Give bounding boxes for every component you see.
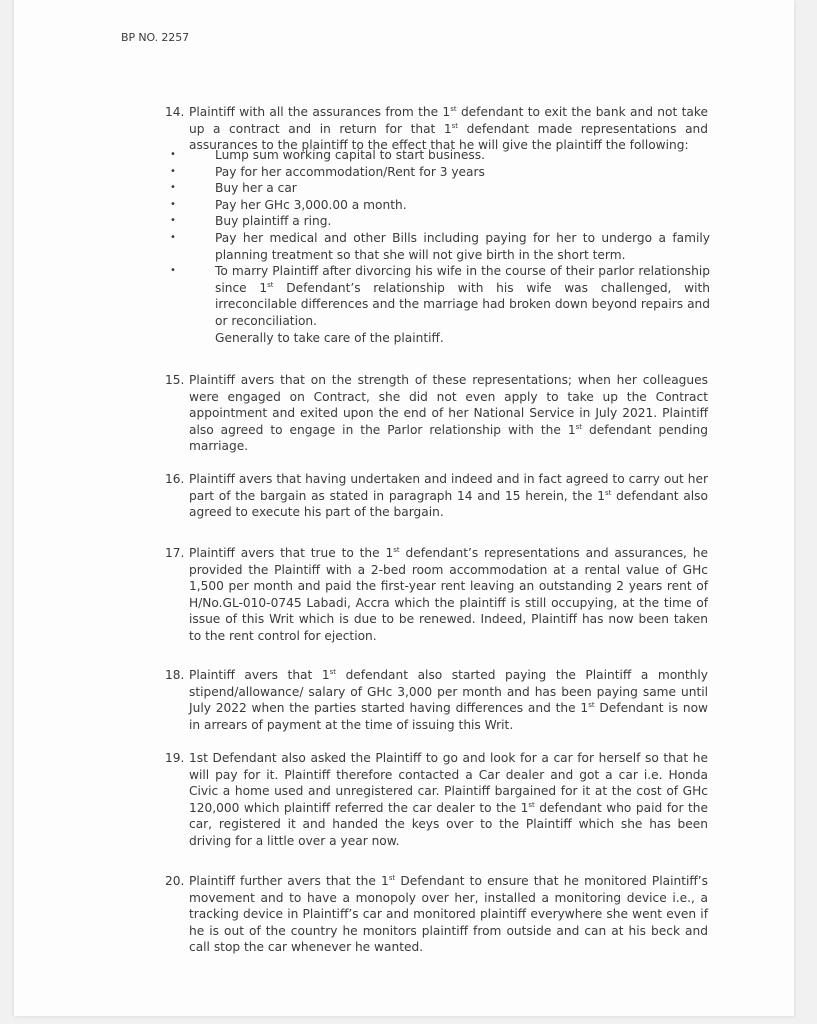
bullet-icon: • — [170, 182, 176, 194]
bullet-icon: • — [170, 149, 176, 160]
paragraph-19 — [166, 750, 708, 850]
paragraph-text: Plaintiff avers that having undertaken and indeed and in fact agreed to carry out her part of the bargain as stated in paragraph 14 and 15 herein, the 1st defendant also agreed to execute his part of the bargain. — [189, 472, 708, 520]
paragraph-number: 20. — [165, 874, 185, 888]
list-item: • Buy plaintiff a ring. — [170, 214, 332, 229]
paragraph-text: Plaintiff avers that on the strength of these representations; when her colleagues were engaged on Contract, she did not even apply to take up the Contract appointment and exited upon the end of her National Service in July 2021. Plaintiff also agreed to engage in the Parlor relationship with the 1st defendant pending marriage. — [189, 373, 708, 454]
paragraph-number: 18. — [165, 668, 185, 682]
paragraph-17 — [166, 545, 708, 645]
paragraph-text: Plaintiff avers that 1st defendant also started paying the Plaintiff a monthly stipend/allowance/ salary of GHc 3,000 per month and has been paying same until July 2022 when the parties started having differences and the 1st Defendant is now in arrears of payment at the time of issuing this Writ. — [189, 667, 708, 732]
bullet-icon: • — [170, 231, 176, 243]
list-item: • Pay for her accommodation/Rent for 3 years — [170, 164, 485, 179]
bullet-icon: • — [170, 265, 176, 277]
list-item: • Buy her a car — [170, 181, 297, 196]
list-trailing-text: Generally to take care of the plaintiff. — [215, 330, 444, 345]
list-item: • Lump sum working capital to start business. — [170, 148, 485, 162]
paragraph-number: 14. — [165, 105, 185, 119]
paragraph-text: Plaintiff avers that true to the 1st defendant’s representations and assurances, he provided the Plaintiff with a 2-bed room accommodation at a rental value of GHc 1,500 per month and paid the first-year rent leaving an outstanding 2 years rent of H/No.GL-010-0745 Labadi, Accra which the plaintiff is still occupying, at the time of issue of this Writ which is due to be renewed. Indeed, Plaintiff has now been taken to the rent control for ejection. — [189, 545, 708, 643]
paragraph-text: Plaintiff further avers that the 1st Defendant to ensure that he monitored Plaintiff’s movement and to have a monopoly over her, installed a monitoring device i.e., a tracking device in Plaintiff’s car and monitored plaintiff everywhere she went even if he is out of the country he monitors plaintiff from outside and can at his beck and call stop the car whenever he wanted. — [189, 873, 709, 955]
paragraph-16 — [166, 471, 708, 521]
bullet-icon: • — [170, 165, 176, 177]
list-item: • Pay her GHc 3,000.00 a month. — [170, 197, 407, 212]
document-reference: BP NO. 2257 — [121, 31, 190, 44]
bullet-icon: • — [170, 215, 176, 227]
bullet-icon: • — [170, 198, 176, 210]
list-item: • Pay her medical and other Bills including paying for her to undergo a family planning treatment so that she will not give birth in the short term. — [170, 230, 710, 262]
paragraph-number: 16. — [165, 472, 185, 486]
paragraph-20 — [166, 873, 708, 956]
paragraph-text: 1st Defendant also asked the Plaintiff to go and look for a car for herself so that he will pay for it. Plaintiff therefore contacted a Car dealer and got a car i.e. Honda Civic a home used and unregistered car. Plaintiff bargained for it at the cost of GHc 120,000 which plaintiff referred the car dealer to the 1st defendant who paid for the car, registered it and handed the keys over to the Plaintiff which she has been driving for a little over a year now. — [189, 751, 708, 848]
list-item: • To marry Plaintiff after divorcing his wife in the course of their parlor relationship since 1st Defendant’s relationship with his wife was challenged, with irreconcilable differences and the marriage had broken down beyond repairs and or reconciliation. — [170, 264, 710, 328]
paragraph-18 — [166, 667, 708, 733]
page-edge — [12, 0, 14, 1016]
paragraph-number: 19. — [165, 751, 185, 765]
paragraph-text: Plaintiff with all the assurances from the 1st defendant to exit the bank and not take up a contract and in return for that 1st defendant made representations and assurances to the plaintiff to the effect that he will give the plaintiff the following: — [189, 104, 708, 153]
paragraph-number: 17. — [165, 546, 185, 560]
paragraph-number: 15. — [165, 373, 185, 387]
assurances-list — [170, 147, 710, 346]
paragraph-15 — [166, 372, 708, 455]
